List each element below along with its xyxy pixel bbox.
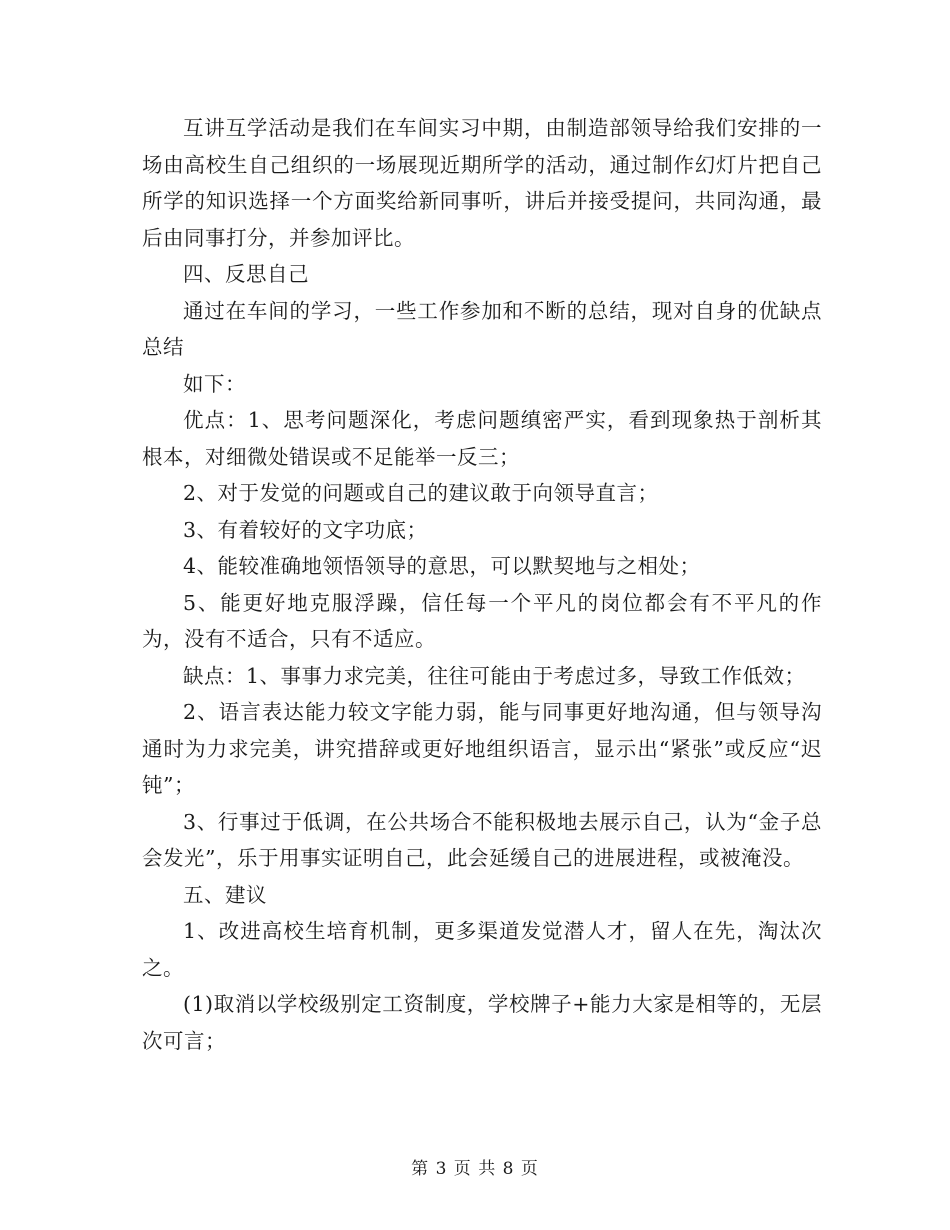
paragraph-as-follows: 如下：: [183, 371, 246, 396]
paragraph-strength-2: 2、对于发觉的问题或自己的建议敢于向领导直言；: [183, 481, 659, 505]
page-number-footer: 第 3 页 共 8 页: [411, 1159, 539, 1179]
paragraph-strength-5: 5、能更好地克服浮躁，信任每一个平凡的岗位都会有不平凡的作为，没有不适合，只有不适应。: [142, 590, 822, 651]
paragraph-strength-1: 优点：1、思考问题深化，考虑问题缜密严实，看到现象热于剖析其根本，对细微处错误或不足能举一反三；: [142, 408, 822, 469]
paragraph-suggestion-1-1: (1)取消以学校级别定工资制度，学校牌子+能力大家是相等的，无层次可言；: [142, 992, 822, 1053]
document-body: [142, 110, 822, 1059]
heading-suggestions: 五、建议: [183, 882, 267, 907]
paragraph-summary-intro: 通过在车间的学习，一些工作参加和不断的总结，现对自身的优缺点总结: [142, 298, 822, 359]
paragraph-weakness-3: 3、行事过于低调，在公共场合不能积极地去展示自己，认为“金子总会发光”，乐于用事实证明自己，此会延缓自己的进展进程，或被淹没。: [142, 809, 822, 870]
paragraph-suggestion-1: 1、改进高校生培育机制，更多渠道发觉潜人才，留人在先，淘汰次之。: [142, 919, 822, 980]
paragraph-activity: 互讲互学活动是我们在车间实习中期，由制造部领导给我们安排的一场由高校生自己组织的一场展现近期所学的活动，通过制作幻灯片把自己所学的知识选择一个方面奖给新同事听，讲后并接受提问，共同沟通，最后由同事打分，并参加评比。: [142, 116, 822, 250]
paragraph-strength-3: 3、有着较好的文字功底；: [183, 517, 428, 542]
paragraph-weakness-2: 2、语言表达能力较文字能力弱，能与同事更好地沟通，但与领导沟通时为力求完美，讲究措辞或更好地组织语言，显示出“紧张”或反应“迟钝”；: [142, 700, 822, 797]
paragraph-weakness-1: 缺点：1、事事力求完美，往往可能由于考虑过多，导致工作低效；: [183, 663, 806, 688]
paragraph-strength-4: 4、能较准确地领悟领导的意思，可以默契地与之相处；: [183, 554, 701, 578]
heading-reflection: 四、反思自己: [183, 262, 309, 286]
